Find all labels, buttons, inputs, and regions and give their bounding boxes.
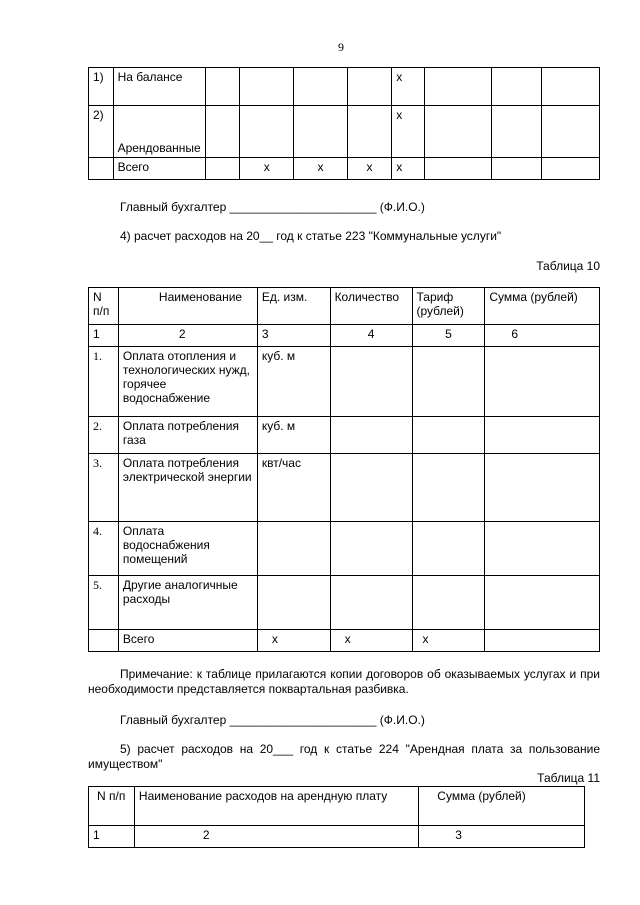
row-name: Всего [118,630,257,652]
signature-line-2 [120,713,425,727]
row-name: Другие аналогичные расходы [118,576,257,630]
index-cell: 6 [485,325,600,347]
signature-label: Главный бухгалтер [120,713,227,727]
table-10-label: Таблица 10 [536,259,600,273]
row-name: Оплата водоснабжения помещений [118,522,257,576]
header-num: N п/п [89,288,119,325]
signature-blank: ______________________ [229,713,377,727]
table-11-label: Таблица 11 [537,771,600,785]
table-row [89,454,600,522]
row-name: Оплата отопления и технологических нужд, горячее водоснабжение [118,347,257,417]
row-unit: квт/час [257,454,330,522]
table-11 [88,786,585,848]
header-sum: Сумма (рублей) [419,787,585,826]
page-number: 9 [338,40,344,54]
row-number: 2) [89,106,114,158]
table-row [89,106,600,158]
note-paragraph: Примечание: к таблице прилагаются копии договоров об оказываемых услугах и при необходимости представляется поквартальная разбивка. [88,667,600,696]
table-row [89,576,600,630]
row-name: Оплата потребления газа [118,417,257,454]
row-unit: куб. м [257,417,330,454]
index-cell: 2 [134,826,418,848]
index-row [89,826,585,848]
index-cell: 2 [118,325,257,347]
header-num: N п/п [89,787,135,826]
index-cell: 3 [419,826,585,848]
header-qty: Количество [330,288,412,325]
row-number: 1. [89,347,119,417]
table-row [89,347,600,417]
row-tariff: х [412,630,485,652]
signature-label: Главный бухгалтер [120,200,227,214]
row-number: 2. [89,417,119,454]
row-number: 5. [89,576,119,630]
header-name: Наименование [118,288,257,325]
header-sum: Сумма (рублей) [485,288,600,325]
table-10 [88,287,600,652]
row-number: 3. [89,454,119,522]
index-cell: 1 [89,826,135,848]
table-row [89,522,600,576]
index-cell: 5 [412,325,485,347]
row-number: 1) [89,68,114,106]
signature-fio: (Ф.И.О.) [379,713,425,727]
row-name: На балансе [113,68,205,106]
section-4-heading: 4) расчет расходов на 20__ год к статье 223 "Коммунальные услуги" [120,229,502,243]
table-row [89,417,600,454]
cell: х [392,68,424,106]
row-name: Арендованные [113,106,205,158]
section-5-heading: 5) расчет расходов на 20___ год к статье 224 "Арендная плата за пользование имуществом" [88,742,600,771]
row-number: 4. [89,522,119,576]
row-qty: х [330,630,412,652]
signature-fio: (Ф.И.О.) [379,200,425,214]
header-tariff: Тариф (рублей) [412,288,485,325]
cell: х [347,158,391,180]
header-unit: Ед. изм. [257,288,330,325]
cell: х [392,158,424,180]
index-row [89,325,600,347]
header-name: Наименование расходов на арендную плату [134,787,418,826]
signature-line-1 [120,200,425,214]
row-unit: х [257,630,330,652]
index-cell: 3 [257,325,330,347]
header-row [89,787,585,826]
table-9 [88,67,600,180]
index-cell: 1 [89,325,119,347]
cell: х [294,158,348,180]
row-unit: куб. м [257,347,330,417]
table-row-total [89,630,600,652]
row-name: Всего [113,158,205,180]
table-row [89,68,600,106]
index-cell: 4 [330,325,412,347]
signature-blank: ______________________ [229,200,377,214]
table-row [89,158,600,180]
cell: х [240,158,294,180]
cell: х [392,106,424,158]
row-name: Оплата потребления электрической энергии [118,454,257,522]
header-row [89,288,600,325]
